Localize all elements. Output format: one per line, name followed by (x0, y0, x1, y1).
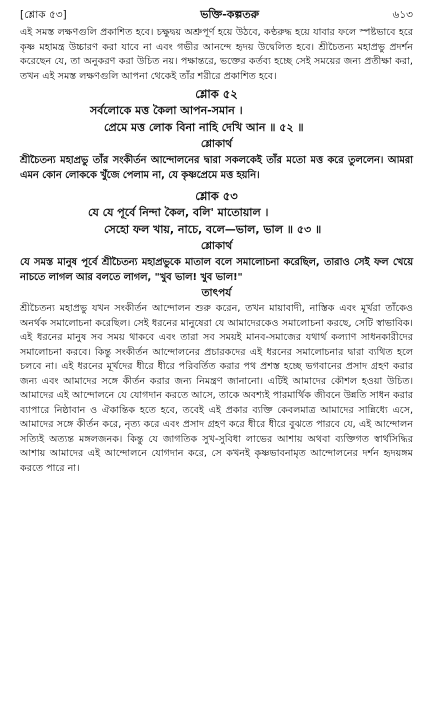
verse-53-translation-label: শ্লোকার্থ (200, 240, 233, 252)
verse-52-line-2: প্রেমে মত্ত লোক বিনা নাহি দেখি আন ॥ ৫২ ॥ (104, 120, 304, 134)
verse-53-purport-label: তাৎপর্য (201, 287, 232, 299)
verse-53-translation: যে সমস্ত মানুষ পূর্বে শ্রীচৈতন্য মহাপ্রভুকে মাতাল বলে সমালোচনা করেছিল, তারাও সেই ফল খেয়ে নাচতে লাগল আর বলতে লাগল, "খুব ভাল! খুব ভাল!" (20, 257, 413, 283)
header-book-title: ভক্তি-কল্পতরু (200, 8, 260, 21)
intro-paragraph: এই সমস্ত লক্ষণগুলি প্রকাশিত হবে। চক্ষুদ্বয় অশ্রুপূর্ণ হয়ে উঠবে, কণ্ঠরুদ্ধ হয়ে যাবার ফলে স্পষ্টভাবে হরে কৃষ্ণ মহামন্ত্র উচ্চারণ করা যাবে না এবং গভীর আনন্দে হৃদয় উদ্বেলিত হবে। শ্রীচৈতন্য মহাপ্রভু প্রদর্শন করেছেন যে, তা অনুকরণ করা উচিত নয়। পক্ষান্তরে, ভক্তের কর্তব্য হচ্ছে সেই সময়ের জন্য প্রতীক্ষা করা, তখন এই সমস্ত লক্ষণগুলি আপনা থেকেই তাঁর শরীরে প্রকাশিত হবে। (20, 27, 413, 82)
verse-52-translation: শ্রীচৈতন্য মহাপ্রভু তাঁর সংকীর্তন আন্দোলনের দ্বারা সকলকেই তাঁর মতো মত্ত করে তুললেন। আমরা এমন কোন লোককে খুঁজে পেলাম না, যে কৃষ্ণপ্রেমে মত্ত হয়নি। (20, 155, 413, 181)
verse-53-line-2: সেহো ফল খায়, নাচে, বলে—ভাল, ভাল ॥ ৫৩ ॥ (104, 222, 322, 236)
verse-52-heading: শ্লোক ৫২ (195, 87, 238, 101)
page-header (20, 6, 413, 26)
verse-53-heading: শ্লোক ৫৩ (195, 189, 238, 203)
verse-53-purport: শ্রীচৈতন্য মহাপ্রভু যখন সংকীর্তন আন্দোলন শুরু করেন, তখন মায়াবাদী, নাস্তিক এবং মূর্খরা তাঁকেও অনর্থক সমালোচনা করেছিল। সেই ধরনের মানুষেরা যে আমাদেরকেও সমালোচনা করছে, সেটি স্বাভাবিক। এই ধরনের মানুষ সব সময় থাকবে এবং তারা সব সময়ই মানব-সমাজের যথার্থ কল্যাণ সাধনকারীদের সমালোচনা করবে। কিন্তু সংকীর্তন আন্দোলনের প্রচারকদের এই ধরনের সমালোচনার দ্বারা ব্যথিত হলে চলবে না। এই ধরনের মূর্খদের ধীরে ধীরে পরিবর্তিত করার পথ প্রশস্ত হচ্ছে ভগবানের প্রসাদ গ্রহণ করার জন্য এবং আমাদের সঙ্গে কীর্তন করার জন্য নিমন্ত্রণ জানানো। এটিই আমাদের কৌশল হওয়া উচিত। আমাদের এই আন্দোলনে যে যোগদান করতে আসে, তাকে অবশ্যই পারমার্থিক জীবনে উন্নতি সাধন করার ব্যাপারে নিষ্ঠাবান ও ঐকান্তিক হতে হবে, তবেই এই প্রকার ব্যক্তি কেবলমাত্র আমাদের সান্নিধ্যে এসে, আমাদের সঙ্গে কীর্তন করে, নৃত্য করে এবং প্রসাদ গ্রহণ করে ধীরে ধীরে বুঝতে পারবে যে, এই আন্দোলন সত্যিই অত্যন্ত মঙ্গলজনক। কিন্তু যে জাগতিক সুখ-সুবিধা লাভের আশায় অথবা ব্যক্তিগত স্বার্থসিদ্ধির আশায় আমাদের এই আন্দোলনে যোগদান করে, সে কখনই কৃষ্ণভাবনামৃত আন্দোলনের দর্শন হৃদয়ঙ্গম করতে পারে না। (20, 303, 413, 474)
verse-52-line-1: সর্বলোকে মত্ত কৈলা আপন-সমান । (90, 104, 243, 117)
verse-53-line-1: যে যে পূর্বে নিন্দা কৈল, বলি' মাতোয়াল । (88, 206, 269, 219)
header-page-number: ৬১৩ (392, 9, 413, 21)
verse-52-translation-label: শ্লোকার্থ (200, 138, 233, 150)
header-verse-ref: [শ্লোক ৫৩] (20, 9, 67, 21)
